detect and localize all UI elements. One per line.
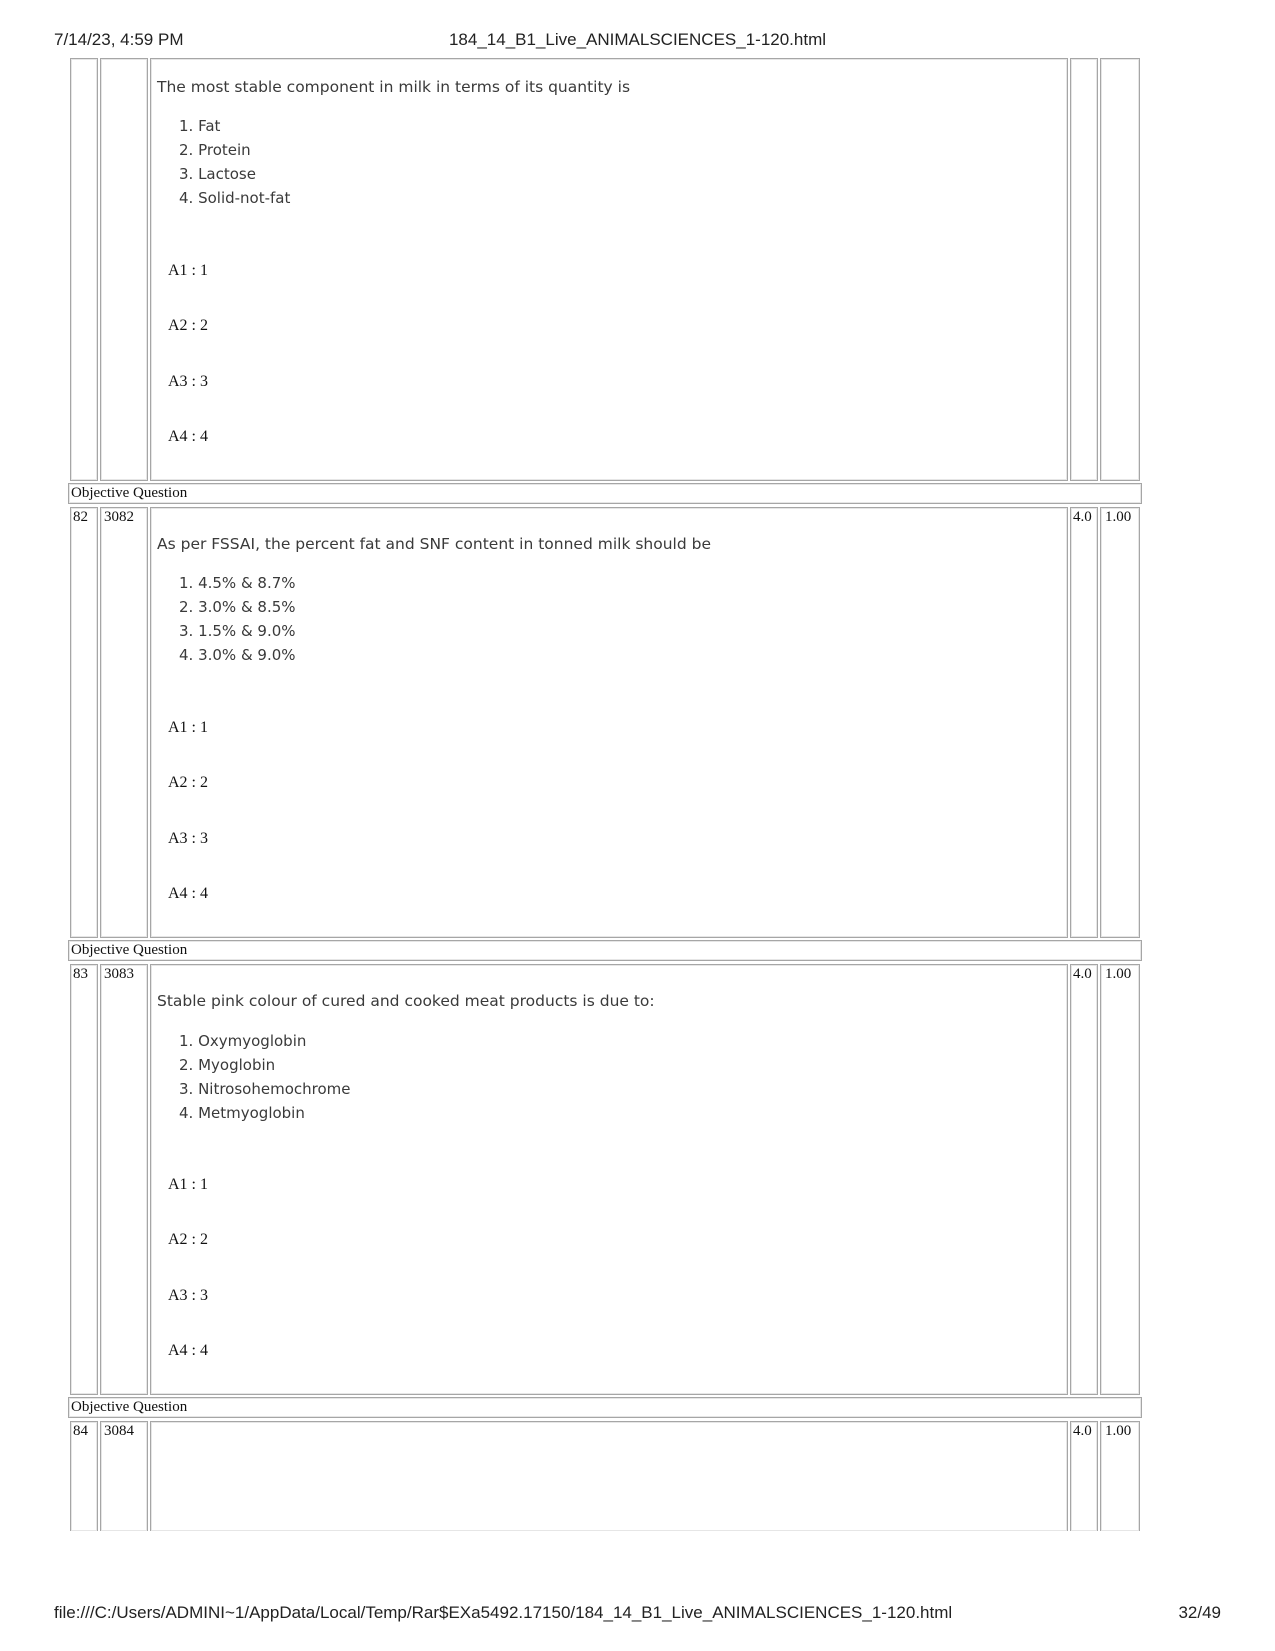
qid-cell <box>100 58 148 481</box>
marks-cell <box>1070 964 1098 1395</box>
negative-marks-value: 1.00 <box>1105 1423 1132 1439</box>
qid-cell <box>100 1421 148 1531</box>
question-type-label: Objective Question <box>71 485 188 501</box>
print-datetime: 7/14/23, 4:59 PM <box>54 30 184 49</box>
answer-3: A3 : 3 <box>168 1287 208 1304</box>
question-cell <box>150 1421 1068 1531</box>
option-3: 3. Nitrosohemochrome <box>179 1080 351 1098</box>
marks-value: 4.0 <box>1073 966 1092 982</box>
question-text: Stable pink colour of cured and cooked meat products is due to: <box>157 992 655 1010</box>
marks-cell <box>1070 58 1098 481</box>
marks-value: 4.0 <box>1073 509 1092 525</box>
question-text: The most stable component in milk in terms of its quantity is <box>157 78 631 96</box>
answer-1: A1 : 1 <box>168 1176 208 1193</box>
sno-cell <box>70 58 98 481</box>
question-type-row <box>68 940 1142 961</box>
question-cell <box>150 58 1068 481</box>
negative-marks-cell <box>1100 507 1140 938</box>
sno-cell <box>70 1421 98 1531</box>
question-type-label: Objective Question <box>71 1399 188 1415</box>
negative-marks-value: 1.00 <box>1105 509 1132 525</box>
page-number: 32/49 <box>1178 1603 1221 1622</box>
option-3: 3. 1.5% & 9.0% <box>179 622 296 640</box>
sno-cell <box>70 964 98 1395</box>
answer-3: A3 : 3 <box>168 830 208 847</box>
negative-marks-cell <box>1100 58 1140 481</box>
question-type-row <box>68 1397 1142 1418</box>
option-2: 2. 3.0% & 8.5% <box>179 598 296 616</box>
qid-cell <box>100 964 148 1395</box>
answer-3: A3 : 3 <box>168 373 208 390</box>
answer-4: A4 : 4 <box>168 885 208 902</box>
answer-2: A2 : 2 <box>168 1231 208 1248</box>
negative-marks-value: 1.00 <box>1105 966 1132 982</box>
serial-number: 82 <box>73 509 88 525</box>
option-2: 2. Protein <box>179 141 251 159</box>
print-file-path: file:///C:/Users/ADMINI~1/AppData/Local/Temp/Rar$EXa5492.17150/184_14_B1_Live_ANIMALSCIENCES_1-120.html <box>54 1603 953 1622</box>
marks-cell <box>1070 1421 1098 1531</box>
question-id: 3083 <box>104 966 134 982</box>
option-4: 4. Solid-not-fat <box>179 189 291 207</box>
negative-marks-cell <box>1100 964 1140 1395</box>
option-1: 1. 4.5% & 8.7% <box>179 574 296 592</box>
question-type-row <box>68 483 1142 504</box>
qid-cell <box>100 507 148 938</box>
option-4: 4. Metmyoglobin <box>179 1104 305 1122</box>
negative-marks-cell <box>1100 1421 1140 1531</box>
answer-1: A1 : 1 <box>168 719 208 736</box>
print-document-title: 184_14_B1_Live_ANIMALSCIENCES_1-120.html <box>448 30 827 49</box>
option-4: 4. 3.0% & 9.0% <box>179 646 296 664</box>
serial-number: 83 <box>73 966 88 982</box>
option-1: 1. Fat <box>179 117 221 135</box>
answer-1: A1 : 1 <box>168 262 208 279</box>
answer-4: A4 : 4 <box>168 1342 208 1359</box>
serial-number: 84 <box>73 1423 88 1439</box>
option-2: 2. Myoglobin <box>179 1056 276 1074</box>
marks-value: 4.0 <box>1073 1423 1092 1439</box>
option-3: 3. Lactose <box>179 165 256 183</box>
answer-2: A2 : 2 <box>168 317 208 334</box>
question-text: As per FSSAI, the percent fat and SNF content in tonned milk should be <box>157 535 712 553</box>
answer-4: A4 : 4 <box>168 428 208 445</box>
sno-cell <box>70 507 98 938</box>
option-1: 1. Oxymyoglobin <box>179 1032 307 1050</box>
question-id: 3082 <box>104 509 134 525</box>
marks-cell <box>1070 507 1098 938</box>
question-type-label: Objective Question <box>71 942 188 958</box>
answer-2: A2 : 2 <box>168 774 208 791</box>
question-id: 3084 <box>104 1423 134 1439</box>
